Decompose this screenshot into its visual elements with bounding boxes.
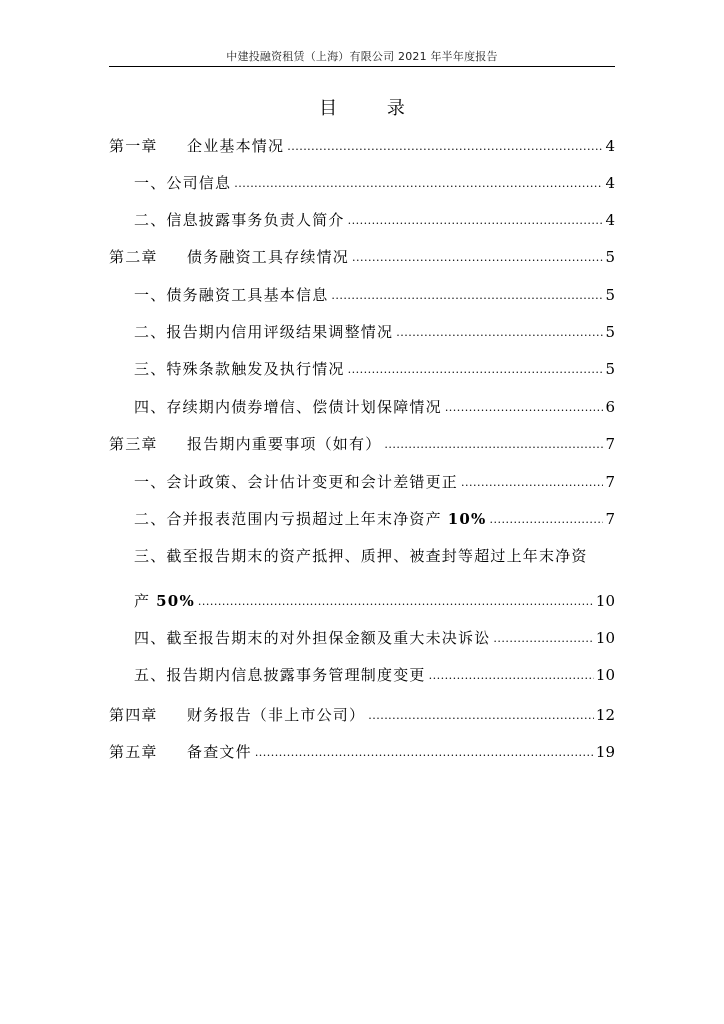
dot-leader xyxy=(348,209,604,233)
chapter-number: 第三章 xyxy=(109,435,158,453)
chapter-title: 企业基本情况 xyxy=(187,137,285,155)
section-title-continued: 产 xyxy=(134,592,157,610)
header-title: 中建投融资租赁（上海）有限公司 2021 年半年度报告 xyxy=(226,50,498,63)
dot-leader xyxy=(352,246,603,270)
page-number: 5 xyxy=(605,323,615,341)
dot-leader xyxy=(368,704,594,728)
toc-section-3-3-line1[interactable]: 三、截至报告期末的资产抵押、质押、被查封等超过上年末净资 xyxy=(134,547,588,565)
toc-section-3-3[interactable] xyxy=(134,589,615,613)
header-divider xyxy=(109,66,615,67)
page-number: 19 xyxy=(595,743,615,761)
toc-section-3-4[interactable] xyxy=(134,626,615,650)
page-number: 10 xyxy=(595,592,615,610)
page-number: 4 xyxy=(605,211,615,229)
section-title: 四、截至报告期末的对外担保金额及重大未决诉讼 xyxy=(134,629,491,647)
dot-leader xyxy=(255,741,594,765)
toc-section-2-2[interactable] xyxy=(134,320,615,344)
chapter-number: 第五章 xyxy=(109,743,158,761)
chapter-title: 报告期内重要事项（如有） xyxy=(187,435,382,453)
section-title: 二、信息披露事务负责人简介 xyxy=(134,211,345,229)
section-title: 二、报告期内信用评级结果调整情况 xyxy=(134,323,394,341)
toc-title: 目 录 xyxy=(319,98,427,119)
dot-leader xyxy=(384,433,603,457)
toc-chapter-1[interactable] xyxy=(109,134,615,158)
section-title: 一、会计政策、会计估计变更和会计差错更正 xyxy=(134,473,459,491)
section-title-emphasis: 10% xyxy=(447,510,487,528)
page-number: 4 xyxy=(605,174,615,192)
page-number: 5 xyxy=(605,248,615,266)
section-title: 五、报告期内信息披露事务管理制度变更 xyxy=(134,666,426,684)
chapter-title: 备查文件 xyxy=(187,743,252,761)
toc-section-3-1[interactable] xyxy=(134,470,615,494)
page-number: 12 xyxy=(595,706,615,724)
section-title: 二、合并报表范围内亏损超过上年末净资产 xyxy=(134,510,448,528)
dot-leader xyxy=(331,284,603,308)
toc-chapter-5[interactable] xyxy=(109,740,615,764)
toc-section-3-2[interactable] xyxy=(134,507,615,531)
chapter-number: 第一章 xyxy=(109,137,158,155)
dot-leader xyxy=(287,135,603,159)
section-title: 四、存续期内债券增信、偿债计划保障情况 xyxy=(134,398,442,416)
dot-leader xyxy=(396,321,603,345)
toc-section-1-2[interactable] xyxy=(134,208,615,232)
chapter-number: 第四章 xyxy=(109,706,158,724)
dot-leader xyxy=(234,172,603,196)
toc-section-2-1[interactable] xyxy=(134,283,615,307)
page-number: 5 xyxy=(605,360,615,378)
section-title: 一、债务融资工具基本信息 xyxy=(134,286,329,304)
page-number: 5 xyxy=(605,286,615,304)
toc-chapter-3[interactable] xyxy=(109,432,615,456)
section-title: 一、公司信息 xyxy=(134,174,232,192)
section-title-emphasis: 50% xyxy=(156,592,195,610)
dot-leader xyxy=(445,396,604,420)
dot-leader xyxy=(490,508,604,532)
page-number: 7 xyxy=(605,435,615,453)
chapter-number: 第二章 xyxy=(109,248,158,266)
dot-leader xyxy=(348,358,604,382)
page-number: 4 xyxy=(605,137,615,155)
toc-section-1-1[interactable] xyxy=(134,171,615,195)
toc-section-2-4[interactable] xyxy=(134,395,615,419)
section-title: 三、特殊条款触发及执行情况 xyxy=(134,360,345,378)
toc-section-3-5[interactable] xyxy=(134,663,615,687)
chapter-title: 债务融资工具存续情况 xyxy=(187,248,350,266)
page-number: 7 xyxy=(605,473,615,491)
page-number: 10 xyxy=(595,629,615,647)
toc-chapter-2[interactable] xyxy=(109,245,615,269)
chapter-title: 财务报告（非上市公司） xyxy=(187,706,366,724)
page-number: 6 xyxy=(605,398,615,416)
toc-section-2-3[interactable] xyxy=(134,357,615,381)
dot-leader xyxy=(461,471,603,495)
dot-leader xyxy=(493,627,594,651)
dot-leader xyxy=(429,664,594,688)
dot-leader xyxy=(198,590,594,614)
toc-chapter-4[interactable] xyxy=(109,703,615,727)
page-number: 10 xyxy=(595,666,615,684)
page-number: 7 xyxy=(605,510,615,528)
